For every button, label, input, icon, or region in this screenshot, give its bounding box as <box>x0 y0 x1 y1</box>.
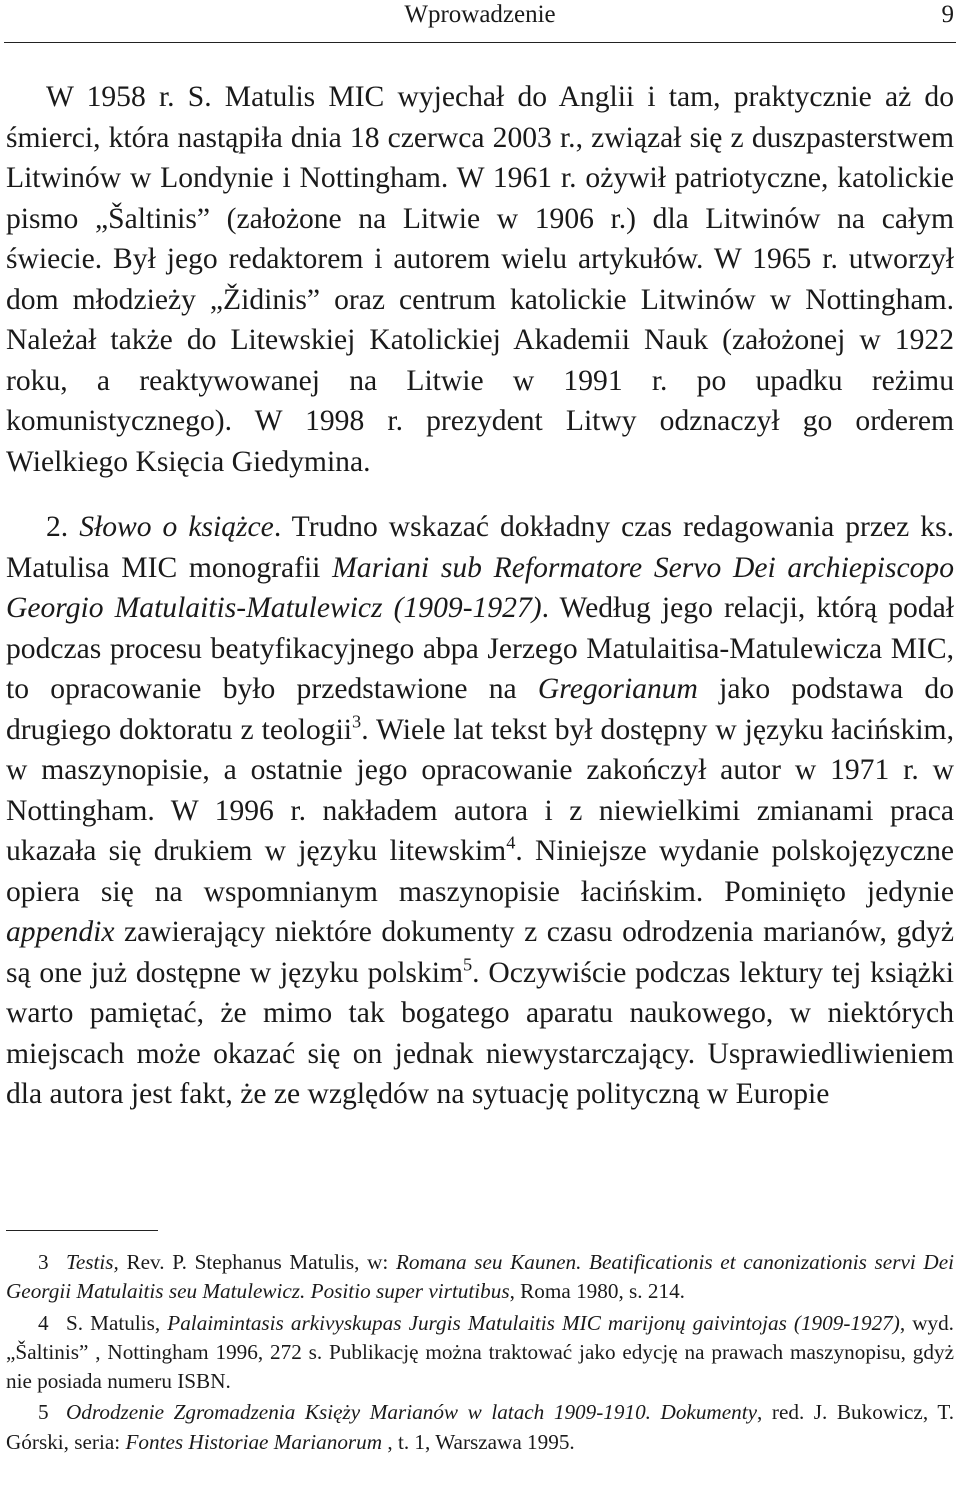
footnote-number: 5 <box>38 1400 49 1425</box>
footnote-ref-5[interactable]: 5 <box>462 954 473 975</box>
text-run: . Według jego relacji, którą podał podczas procesu beatyfikacyjnego abpa Jerzego Matulaitisa-Matulewicza MIC, to opracowanie było przedstawione na <box>6 592 954 705</box>
footnote-number: 3 <box>38 1250 49 1274</box>
footnote-3 <box>6 1248 954 1307</box>
footnote-text: Testis, <box>66 1250 119 1274</box>
footnote-source-title: Romana seu Kaunen. Beatificationis et canonizationis servi Dei Georgii Matulaitis seu Matulewicz. Positio super virtutibus <box>6 1250 954 1304</box>
gregorianum-term: Gregorianum <box>537 673 698 705</box>
footnote-text: S. Matulis, <box>66 1310 168 1335</box>
text-run: . Trudno wskazać dokładny czas redagowania przez ks. Matulisa MIC monografii <box>6 511 954 584</box>
running-title: Wprowadzenie <box>404 1 556 28</box>
footnote-text: , Roma 1980, s. 214. <box>509 1279 685 1304</box>
section-number: 2. <box>46 511 69 543</box>
footnote-text: Rev. P. Stephanus Matulis, w: <box>118 1250 396 1274</box>
paragraph-2 <box>6 507 954 1115</box>
footnote-separator <box>6 1230 158 1231</box>
page-number: 9 <box>941 1 954 28</box>
footnote-ref-4[interactable]: 4 <box>506 832 516 853</box>
text-run: jako podstawa do drugiego doktoratu z teologii <box>6 673 954 746</box>
main-text <box>6 77 954 1115</box>
book-title: Mariani sub Reformatore Servo Dei archiepiscopo Georgio Matulaitis-Matulewicz (1909-1927) <box>6 551 954 624</box>
footnote-4 <box>6 1309 954 1397</box>
text-run: . Niniejsze wydanie polskojęzyczne opiera się na wspomnianym maszynopisie łacińskim. Pominięto jedynie <box>6 835 954 908</box>
footnote-source-title: Odrodzenie Zgromadzenia Księży Marianów w latach 1909-1910. Dokumenty <box>66 1400 758 1425</box>
footnotes <box>6 1248 954 1457</box>
footnote-series-title: Fontes Historiae Marianorum <box>125 1429 383 1454</box>
footnote-text: , t. 1, Warszawa 1995. <box>382 1429 575 1454</box>
footnote-number: 4 <box>38 1310 49 1335</box>
footnote-source-title: Palaimintasis arkivyskupas Jurgis Matulaitis MIC marijonų gaivintojas (1909-1927) <box>167 1310 900 1335</box>
footnote-text: , wyd. „Šaltinis” , Nottingham 1996, 272 s. Publikację można traktować jako edycję na prawach maszynopisu, gdyż nie posiada numeru ISBN. <box>6 1310 954 1394</box>
footnote-5 <box>6 1398 954 1457</box>
text-run: zawierający niektóre dokumenty z czasu odrodzenia marianów, gdyż są one już dostępne w języku polskim <box>6 916 954 989</box>
text-run: . Oczywiście podczas lektury tej książki warto pamiętać, że mimo tak bogatego aparatu naukowego, w niektórych miejscach może okazać się on jednak niewystarczający. Usprawiedliwieniem dla autora jest fakt, że ze względów na sytuację polityczną w Europie <box>6 956 954 1110</box>
footnote-ref-3[interactable]: 3 <box>352 711 362 732</box>
text-run: . Wiele lat tekst był dostępny w języku łacińskim, w maszynopisie, a ostatnie jego opracowanie zakończył autor w 1971 r. w Nottingham. W 1996 r. nakładem autora i z niewielkimi zmianami praca ukazała się drukiem w języku litewskim <box>6 713 954 867</box>
footnote-text: , red. J. Bukowicz, T. Górski, seria: <box>6 1400 954 1454</box>
appendix-term: appendix <box>6 916 115 948</box>
section-heading: Słowo o książce <box>79 511 274 543</box>
running-header <box>4 0 956 43</box>
paragraph-1: W 1958 r. S. Matulis MIC wyjechał do Anglii i tam, praktycznie aż do śmierci, która nastąpiła dnia 18 czerwca 2003 r., związał się z duszpasterstwem Litwinów w Londynie i Nottingham. W 1961 r. ożywił patriotyczne, katolickie pismo „Šaltinis” (założone na Litwie w 1906 r.) dla Litwinów na całym świecie. Był jego redaktorem i autorem wielu artykułów. W 1965 r. utworzył dom młodzieży „Židinis” oraz centrum katolickie Litwinów w Nottingham. Należał także do Litewskiej Katolickiej Akademii Nauk (założonej w 1922 roku, a reaktywowanej na Litwie w 1991 r. po upadku reżimu komunistycznego). W 1998 r. prezydent Litwy odznaczył go orderem Wielkiego Księcia Giedymina. <box>6 81 954 478</box>
